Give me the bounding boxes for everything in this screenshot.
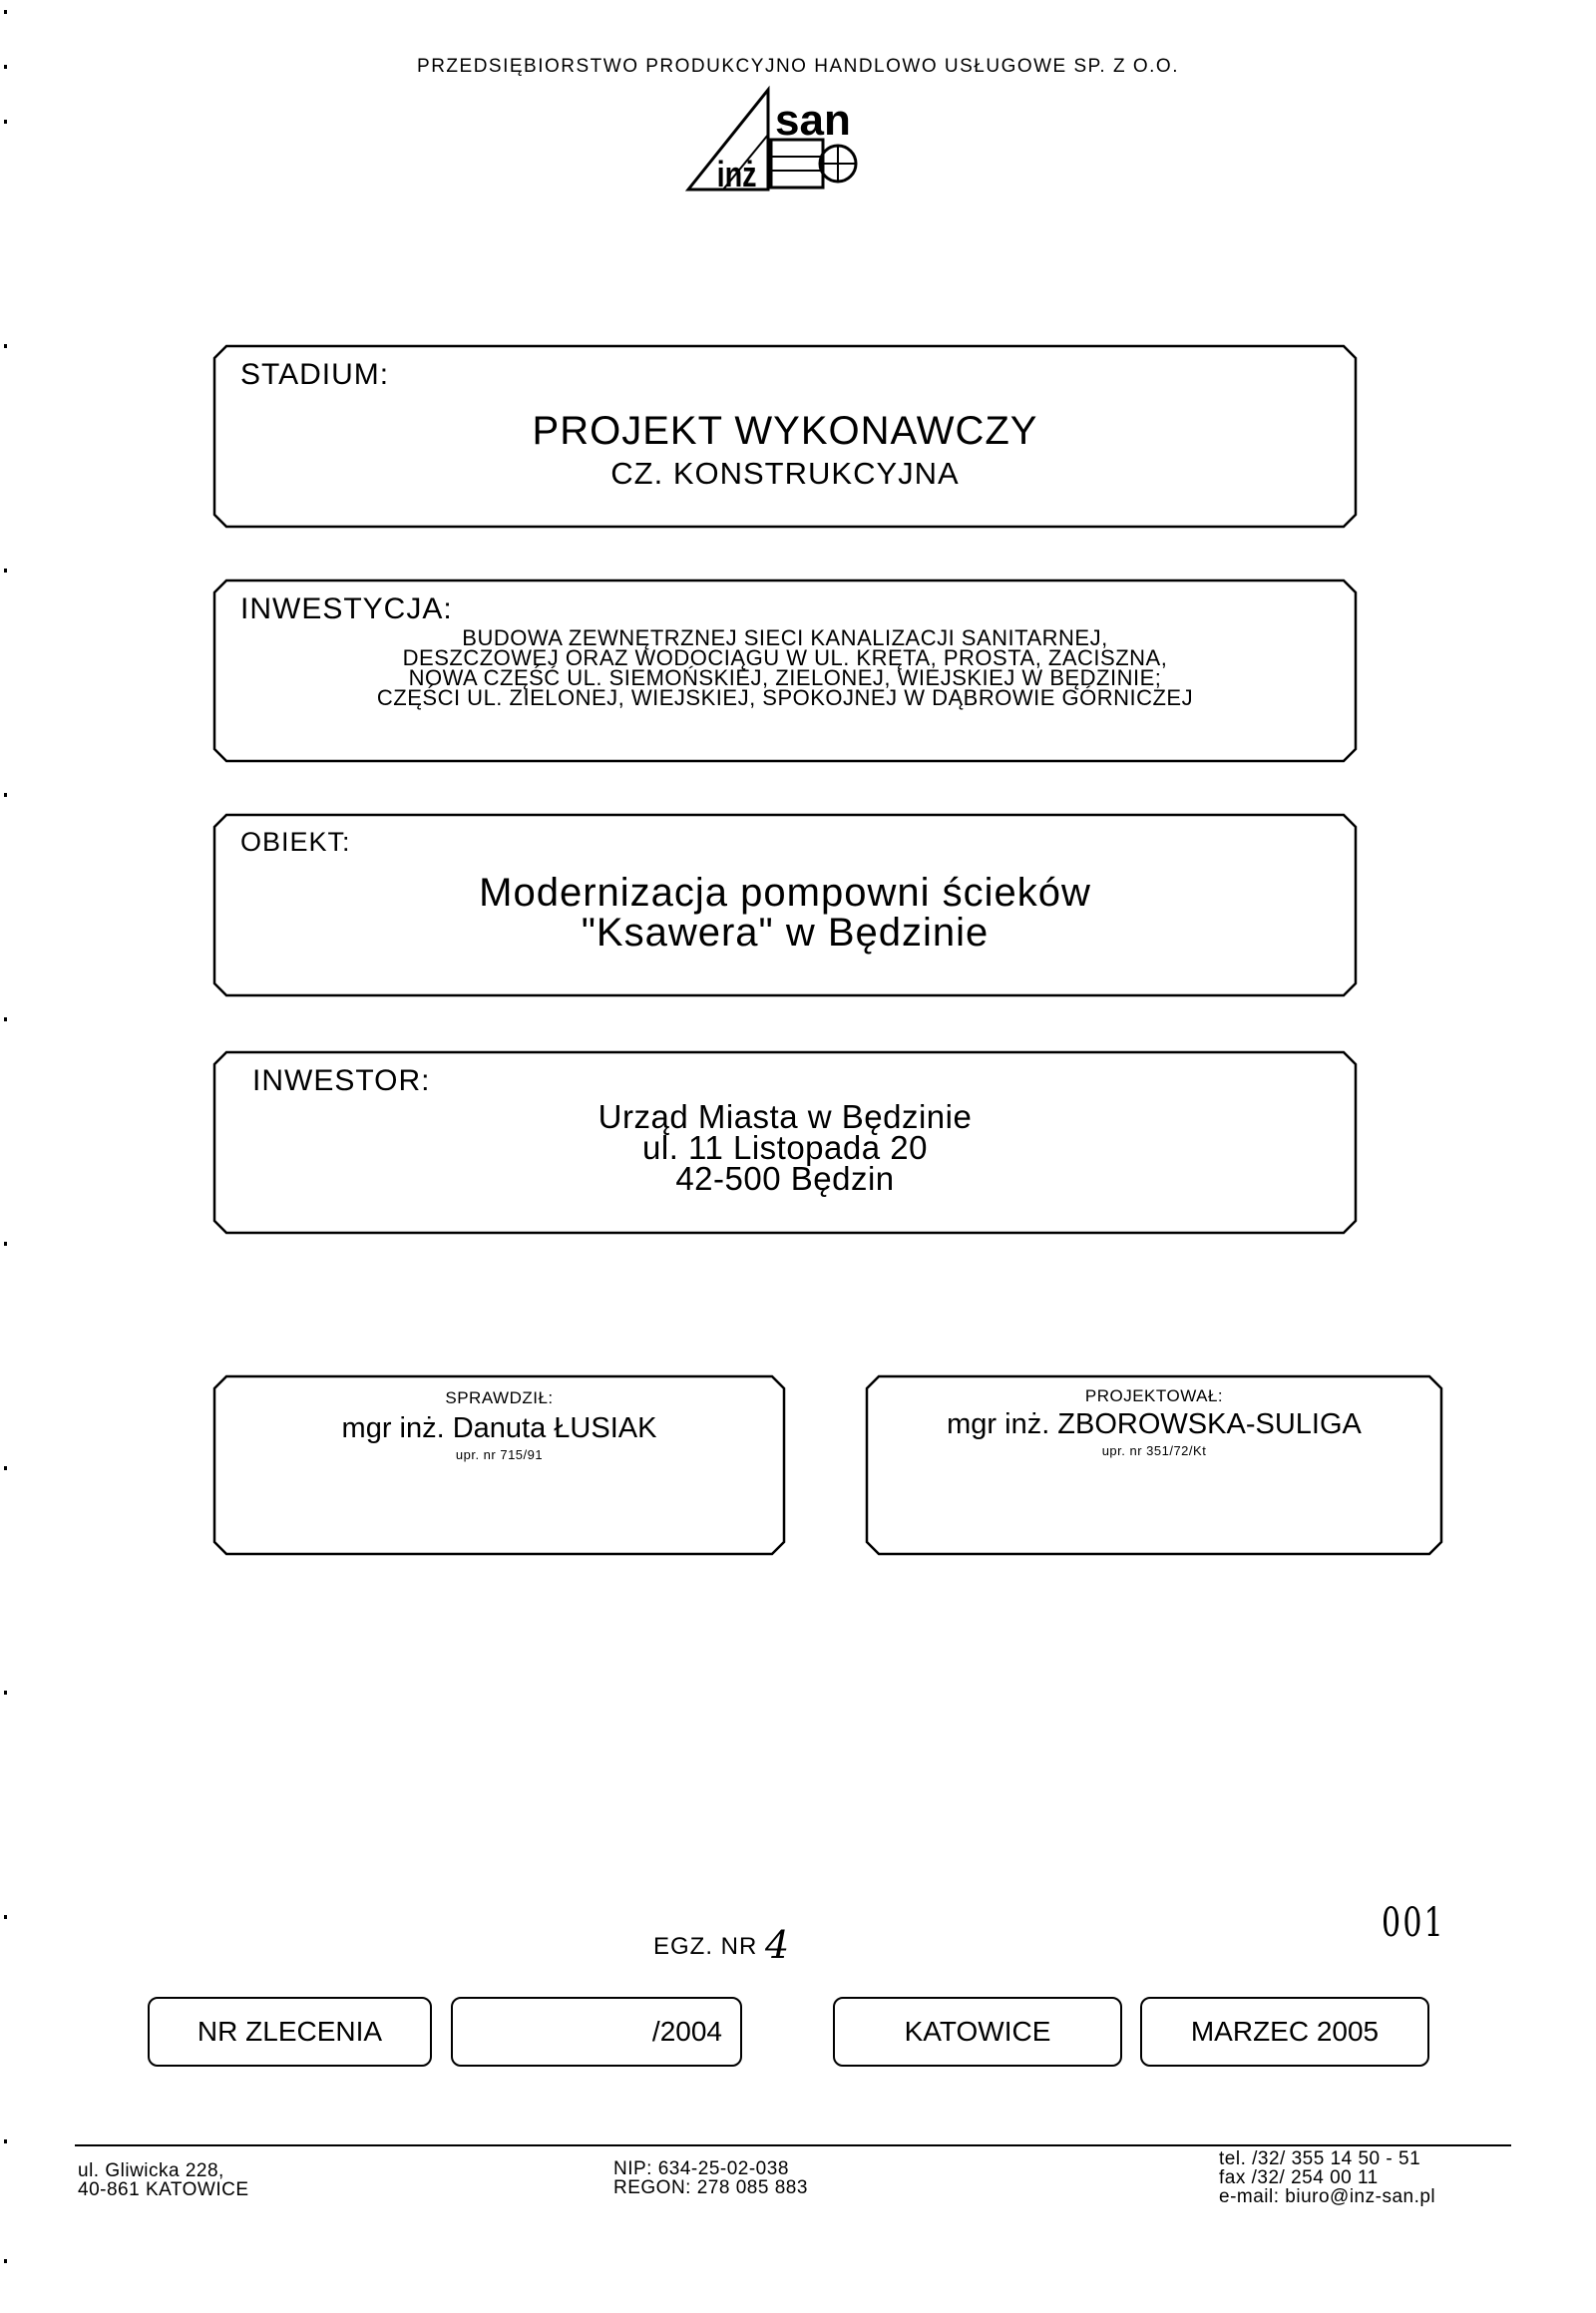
address-line: ul. Gliwicka 228, xyxy=(78,2160,224,2181)
edge-mark xyxy=(4,1915,7,1919)
order-label-box xyxy=(148,1997,432,2067)
stadium-subtitle: CZ. KONSTRUKCYJNA xyxy=(610,456,960,491)
footer-registry xyxy=(613,2159,808,2197)
designed-by-label: PROJEKTOWAŁ: xyxy=(1084,1386,1224,1405)
order-label: NR ZLECENIA xyxy=(197,2016,383,2047)
city-box xyxy=(833,1997,1122,2067)
inwestycja-label: INWESTYCJA: xyxy=(240,592,453,625)
footer-rule xyxy=(75,2144,1511,2146)
order-value-box xyxy=(451,1997,742,2067)
inwestycja-box xyxy=(212,578,1358,763)
footer-address xyxy=(78,2161,249,2199)
inwestor-line: 42-500 Będzin xyxy=(675,1160,895,1197)
checked-by-box xyxy=(212,1374,786,1556)
email-link[interactable]: e-mail: biuro@inz-san.pl xyxy=(1219,2186,1436,2207)
page-number: 001 xyxy=(1382,1900,1446,1946)
inwestor-line: Urząd Miasta w Będzinie xyxy=(598,1098,973,1135)
logo-text-inz: inż xyxy=(716,153,757,194)
designed-by-name: mgr inż. ZBOROWSKA-SULIGA xyxy=(947,1408,1362,1440)
edge-mark xyxy=(4,2259,7,2263)
copy-number-label: EGZ. NR xyxy=(653,1933,758,1960)
date-box xyxy=(1140,1997,1429,2067)
obiekt-line: Modernizacja pompowni ścieków xyxy=(479,871,1091,915)
obiekt-line: "Ksawera" w Będzinie xyxy=(581,911,990,955)
copy-number-value: 4 xyxy=(765,1923,791,1967)
inwestycja-line: NOWA CZĘŚĆ UL. SIEMOŃSKIEJ, ZIELONEJ, WIEJSKIEJ W BĘDZINIE; xyxy=(408,665,1162,690)
fax: fax /32/ 254 00 11 xyxy=(1219,2167,1379,2188)
nip: NIP: 634-25-02-038 xyxy=(613,2158,789,2179)
date: MARZEC 2005 xyxy=(1190,2016,1380,2047)
address-line: 40-861 KATOWICE xyxy=(78,2179,249,2200)
city: KATOWICE xyxy=(904,2016,1051,2047)
stadium-title: PROJEKT WYKONAWCZY xyxy=(532,409,1038,453)
logo-text-san: san xyxy=(775,96,851,145)
edge-mark xyxy=(4,1466,7,1470)
edge-mark xyxy=(4,569,7,573)
regon: REGON: 278 085 883 xyxy=(613,2177,808,2198)
inwestor-label: INWESTOR: xyxy=(252,1064,431,1097)
footer-contact xyxy=(1219,2149,1435,2206)
edge-mark xyxy=(4,10,7,14)
edge-mark xyxy=(4,2139,7,2143)
edge-mark xyxy=(4,1691,7,1695)
designed-by-license: upr. nr 351/72/Kt xyxy=(1101,1443,1207,1458)
designed-by-box xyxy=(865,1374,1443,1556)
stadium-label: STADIUM: xyxy=(240,358,390,391)
edge-mark xyxy=(4,120,7,124)
obiekt-box xyxy=(212,813,1358,997)
inwestycja-line: BUDOWA ZEWNĘTRZNEJ SIECI KANALIZACJI SANITARNEJ, xyxy=(462,625,1108,650)
phone: tel. /32/ 355 14 50 - 51 xyxy=(1219,2148,1421,2169)
stadium-box xyxy=(212,344,1358,529)
copy-number xyxy=(653,1923,790,1967)
inwestycja-line: DESZCZOWEJ ORAZ WODOCIĄGU W UL. KRĘTA, PROSTA, ZACISZNA, xyxy=(402,645,1168,670)
inwestycja-line: CZĘŚCI UL. ZIELONEJ, WIEJSKIEJ, SPOKOJNEJ W DĄBROWIE GÓRNICZEJ xyxy=(376,685,1194,710)
checked-by-label: SPRAWDZIŁ: xyxy=(445,1388,554,1407)
inwestor-line: ul. 11 Listopada 20 xyxy=(642,1129,928,1166)
inz-san-logo-icon xyxy=(683,85,873,194)
company-name: PRZEDSIĘBIORSTWO PRODUKCYJNO HANDLOWO USŁUGOWE SP. Z O.O. xyxy=(417,56,1179,77)
obiekt-label: OBIEKT: xyxy=(240,827,351,857)
edge-mark xyxy=(4,1017,7,1021)
inwestor-box xyxy=(212,1050,1358,1235)
edge-mark xyxy=(4,344,7,348)
edge-mark xyxy=(4,1242,7,1246)
order-value: /2004 xyxy=(651,2016,722,2047)
checked-by-name: mgr inż. Danuta ŁUSIAK xyxy=(341,1412,657,1444)
checked-by-license: upr. nr 715/91 xyxy=(455,1447,544,1462)
edge-mark xyxy=(4,793,7,797)
